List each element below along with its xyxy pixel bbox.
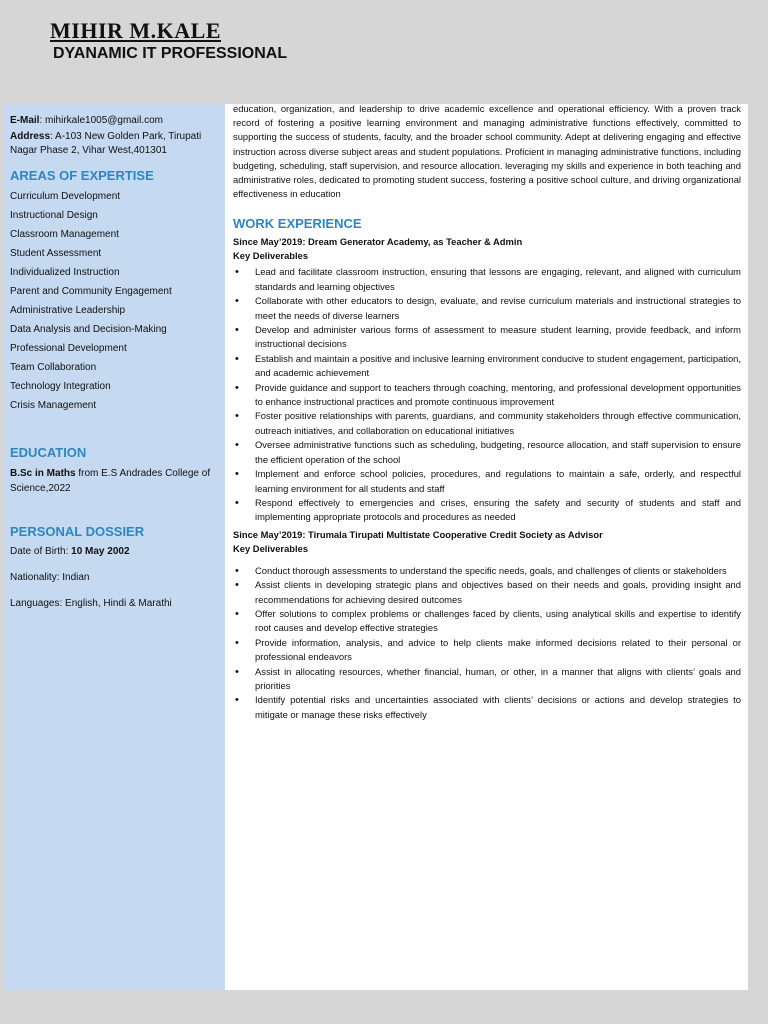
dossier-block xyxy=(10,545,219,611)
work-experience-heading: WORK EXPERIENCE xyxy=(233,216,362,232)
deliverable-item: • Provide guidance and support to teachers through coaching, mentoring, and professional development opportunities to enhance instructional practices and promote continuous improvement xyxy=(233,381,741,410)
dob-label: Date of Birth: xyxy=(10,546,72,557)
expertise-item: Individualized Instruction xyxy=(10,267,120,278)
education-degree: B.Sc in Maths xyxy=(10,468,76,479)
deliverable-item: • Assist in allocating resources, whether financial, human, or other, in a manner that aligns with clients’ goals and priorities xyxy=(233,665,741,694)
deliverable-item: • Establish and maintain a positive and inclusive learning environment conducive to student engagement, participation, and academic achievement xyxy=(233,352,741,381)
main-content xyxy=(225,104,748,990)
email-label: E-Mail xyxy=(10,115,40,126)
key-deliverables-label: Key Deliverables xyxy=(233,250,309,262)
sidebar xyxy=(3,104,225,990)
job-entry xyxy=(233,528,741,722)
deliverable-item: • Lead and facilitate classroom instruction, ensuring that lessons are engaging, relevant, and aligned with curriculum standards and learning objectives xyxy=(233,265,741,294)
job-entry xyxy=(233,235,741,524)
deliverables-list xyxy=(233,265,741,524)
key-deliverables-label: Key Deliverables xyxy=(233,542,309,554)
deliverable-item: • Implement and enforce school policies, procedures, and regulations to maintain a safe, orderly, and respectful learning environment for all students and staff xyxy=(233,467,741,496)
address-value: : A-103 New Golden Park, Tirupati Nagar Phase 2, Vihar West,401301 xyxy=(10,131,202,156)
expertise-item: Professional Development xyxy=(10,343,127,354)
profile-summary: education, organization, and leadership to drive academic excellence and operational efficiency. With a proven track record of fostering a positive learning environment and managing administrative functions effectively, committed to supporting the success of students, faculty, and the broader school community. Adept at delivering engaging and effective instruction across diverse subject areas and student populations. Proficient in managing administrative functions, including budgeting, scheduling, staff supervision, and resource allocation. leveraging my skills and experience in both teaching and administrative roles, dedicated to promoting student success, fostering a positive school culture, and driving organizational effectiveness in education xyxy=(233,104,741,200)
expertise-item: Classroom Management xyxy=(10,229,119,240)
job-title: Since May’2019: Tirumala Tirupati Multistate Cooperative Credit Society as Advisor xyxy=(233,528,603,540)
expertise-item: Technology Integration xyxy=(10,381,111,392)
expertise-item: Parent and Community Engagement xyxy=(10,286,172,297)
contact-block xyxy=(10,114,219,158)
address-label: Address xyxy=(10,131,51,142)
deliverable-item: • Identify potential risks and uncertainties associated with clients’ decisions or actions and develop strategies to mitigate or manage these risks effectively xyxy=(233,693,741,722)
expertise-item: Crisis Management xyxy=(10,400,97,411)
deliverable-item: • Offer solutions to complex problems or challenges faced by clients, using analytical skills and expertise to identify root causes and develop effective strategies xyxy=(233,607,741,636)
dob-line xyxy=(10,545,219,559)
expertise-item: Team Collaboration xyxy=(10,362,97,373)
address-line xyxy=(10,130,219,158)
expertise-item: Administrative Leadership xyxy=(10,305,126,316)
deliverable-item: • Respond effectively to emergencies and crises, ensuring the safety and security of students and staff and implementing appropriate protocols and procedures as needed xyxy=(233,496,741,525)
deliverable-item: • Foster positive relationships with parents, guardians, and community stakeholders through effective communication, outreach initiatives, and collaboration on educational initiatives xyxy=(233,409,741,438)
expertise-item: Student Assessment xyxy=(10,248,102,259)
dossier-heading: PERSONAL DOSSIER xyxy=(10,524,145,539)
expertise-item: Instructional Design xyxy=(10,210,98,221)
expertise-item: Curriculum Development xyxy=(10,191,121,202)
languages-line: Languages: English, Hindi & Marathi xyxy=(10,598,172,609)
candidate-tagline: DYANAMIC IT PROFESSIONAL xyxy=(53,45,288,62)
email-line xyxy=(10,114,219,128)
deliverable-item: • Develop and administer various forms of assessment to measure student learning, provide feedback, and inform instructional decisions xyxy=(233,323,741,352)
deliverable-item: • Oversee administrative functions such as scheduling, budgeting, resource allocation, and staff supervision to ensure the efficient operation of the school xyxy=(233,438,741,467)
deliverable-item: • Assist clients in developing strategic plans and objectives based on their needs and goals, providing insight and recommendations for achieving desired outcomes xyxy=(233,578,741,607)
deliverable-item: • Conduct thorough assessments to understand the specific needs, goals, and challenges of clients or stakeholders xyxy=(233,564,741,578)
expertise-list xyxy=(10,189,219,417)
education-details: from E.S Andrades College of Science,2022 xyxy=(10,468,211,494)
nationality-line: Nationality: Indian xyxy=(10,572,90,583)
deliverables-list xyxy=(233,564,741,722)
education-heading: EDUCATION xyxy=(10,445,87,460)
job-title: Since May’2019: Dream Generator Academy, as Teacher & Admin xyxy=(233,236,523,248)
expertise-heading: AREAS OF EXPERTISE xyxy=(10,168,154,183)
dob-value: 10 May 2002 xyxy=(71,546,130,557)
deliverable-item: • Collaborate with other educators to design, evaluate, and revise curriculum materials and instructional strategies to meet the needs of diverse learners xyxy=(233,294,741,323)
expertise-item: Data Analysis and Decision-Making xyxy=(10,324,167,335)
education-entry xyxy=(10,466,219,496)
deliverable-item: • Provide information, analysis, and advice to help clients make informed decisions related to their personal or professional endeavors xyxy=(233,636,741,665)
email-value: : mihirkale1005@gmail.com xyxy=(39,115,163,126)
candidate-name: MIHIR M.KALE xyxy=(50,18,221,43)
